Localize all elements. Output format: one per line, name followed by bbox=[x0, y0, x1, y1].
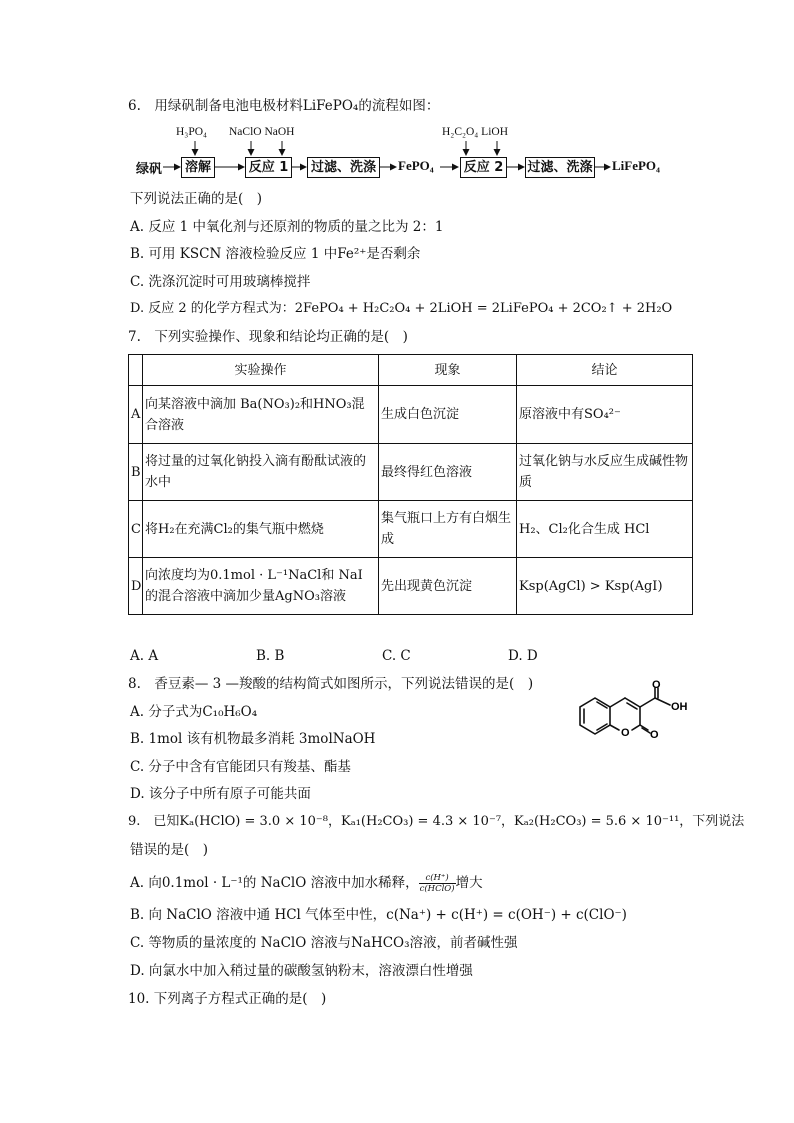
q8-option-d: D. 该分子中所有原子可能共面 bbox=[130, 786, 311, 802]
structure-o-top: O bbox=[652, 680, 661, 691]
q8-option-c: C. 分子中含有官能团只有羧基、酯基 bbox=[130, 759, 351, 775]
q6-option-b: B. 可用 KSCN 溶液检验反应 1 中Fe²⁺是否剩余 bbox=[130, 246, 421, 262]
flow-box-filter2: 过滤、洗涤 bbox=[525, 157, 595, 178]
row-phenomenon: 最终得红色溶液 bbox=[379, 444, 517, 501]
structure-o-carbonyl: O bbox=[650, 729, 659, 741]
q9-option-a-pre: A. 向0.1mol · L⁻¹的 NaClO 溶液中加水稀释， bbox=[130, 875, 419, 891]
q10-stem: 10. 下列离子方程式正确的是( ) bbox=[128, 991, 327, 1007]
row-operation: 将过量的过氧化钠投入滴有酚酞试液的水中 bbox=[143, 444, 379, 501]
row-label: B bbox=[129, 444, 143, 501]
row-operation: 将H₂在充满Cl₂的集气瓶中燃烧 bbox=[143, 501, 379, 558]
header-phenomenon: 现象 bbox=[379, 355, 517, 386]
row-label: D bbox=[129, 558, 143, 615]
row-conclusion: Ksp(AgCl) > Ksp(AgI) bbox=[517, 558, 693, 615]
q6-stem: 6. 用绿矾制备电池电极材料LiFePO₄的流程如图： bbox=[128, 98, 440, 114]
structure-o-ring: O bbox=[621, 727, 630, 739]
q6-option-a: A. 反应 1 中氧化剂与还原剂的物质的量之比为 2：1 bbox=[130, 219, 444, 235]
row-label: A bbox=[129, 386, 143, 444]
q6-option-d: D. 反应 2 的化学方程式为：2FePO₄ + H₂C₂O₄ + 2LiOH = 2LiFePO₄ + 2CO₂↑ + 2H₂O bbox=[130, 301, 673, 316]
flow-end: LiFePO₄ bbox=[612, 158, 660, 173]
q7-stem: 7. 下列实验操作、现象和结论均正确的是( ) bbox=[128, 329, 408, 345]
flow-arrows bbox=[0, 0, 794, 200]
table-header-row bbox=[129, 355, 693, 386]
reagent-naclo-naoh: NaClO NaOH bbox=[229, 126, 295, 138]
ratio-denominator: c(HClO) bbox=[419, 884, 455, 894]
q8-stem: 8. 香豆素— 3 —羧酸的结构简式如图所示，下列说法错误的是( ) bbox=[128, 676, 534, 692]
row-phenomenon: 集气瓶口上方有白烟生成 bbox=[379, 501, 517, 558]
row-conclusion: 过氧化钠与水反应生成碱性物质 bbox=[517, 444, 693, 501]
structure-oh: OH bbox=[671, 701, 688, 713]
q9-stem-line2: 错误的是( ) bbox=[130, 842, 209, 858]
flow-start: 绿矾 bbox=[136, 162, 163, 177]
reagent-h3po4: H₃PO₄ bbox=[176, 126, 208, 138]
concentration-ratio bbox=[419, 873, 456, 894]
q8-option-b: B. 1mol 该有机物最多消耗 3molNaOH bbox=[130, 731, 376, 747]
header-operation: 实验操作 bbox=[143, 355, 379, 386]
q6-prompt: 下列说法正确的是( ) bbox=[130, 191, 263, 207]
flow-box-filter1: 过滤、洗涤 bbox=[307, 157, 380, 178]
table-row bbox=[129, 386, 693, 444]
row-phenomenon: 先出现黄色沉淀 bbox=[379, 558, 517, 615]
row-phenomenon: 生成白色沉淀 bbox=[379, 386, 517, 444]
q7-answer-d: D. D bbox=[508, 648, 538, 664]
q9-option-c: C. 等物质的量浓度的 NaClO 溶液与NaHCO₃溶液，前者碱性强 bbox=[130, 935, 518, 951]
table-row bbox=[129, 558, 693, 615]
row-operation: 向某溶液中滴加 Ba(NO₃)₂和HNO₃混合溶液 bbox=[143, 386, 379, 444]
q7-answer-a: A. A bbox=[130, 648, 159, 664]
ratio-numerator: c(H⁺) bbox=[419, 873, 456, 884]
q9-option-a bbox=[130, 873, 483, 894]
coumarin-structure bbox=[570, 680, 700, 760]
row-label: C bbox=[129, 501, 143, 558]
reagent-h2c2o4-lioh: H₂C₂O₄ LiOH bbox=[442, 126, 509, 138]
table-row bbox=[129, 444, 693, 501]
q9-stem-line1: 9. 已知Kₐ(HClO) = 3.0 × 10⁻⁸，Kₐ₁(H₂CO₃) = 4.3 × 10⁻⁷，Kₐ₂(H₂CO₃) = 5.6 × 10⁻¹¹，下列说法 bbox=[128, 814, 745, 829]
header-conclusion: 结论 bbox=[517, 355, 693, 386]
flow-box-reaction2: 反应 2 bbox=[460, 157, 507, 178]
table-row bbox=[129, 501, 693, 558]
q7-answer-c: C. C bbox=[382, 648, 411, 664]
q7-answer-b: B. B bbox=[256, 648, 285, 664]
q9-option-b: B. 向 NaClO 溶液中通 HCl 气体至中性，c(Na⁺) + c(H⁺) = c(OH⁻) + c(ClO⁻) bbox=[130, 907, 627, 923]
q8-option-a: A. 分子式为C₁₀H₆O₄ bbox=[130, 704, 258, 720]
row-conclusion: H₂、Cl₂化合生成 HCl bbox=[517, 501, 693, 558]
row-conclusion: 原溶液中有SO₄²⁻ bbox=[517, 386, 693, 444]
q9-option-a-post: 增大 bbox=[455, 875, 483, 891]
row-operation: 向浓度均为0.1mol · L⁻¹NaCl和 NaI 的混合溶液中滴加少量AgNO₃溶液 bbox=[143, 558, 379, 615]
flow-box-dissolve: 溶解 bbox=[181, 157, 215, 178]
flow-box-reaction1: 反应 1 bbox=[245, 157, 292, 178]
header-label bbox=[129, 355, 143, 386]
flow-mid: FePO₄ bbox=[398, 158, 434, 173]
q9-option-d: D. 向氯水中加入稍过量的碳酸氢钠粉末，溶液漂白性增强 bbox=[130, 963, 473, 979]
q7-table bbox=[128, 354, 693, 615]
q6-option-c: C. 洗涤沉淀时可用玻璃棒搅拌 bbox=[130, 274, 311, 290]
